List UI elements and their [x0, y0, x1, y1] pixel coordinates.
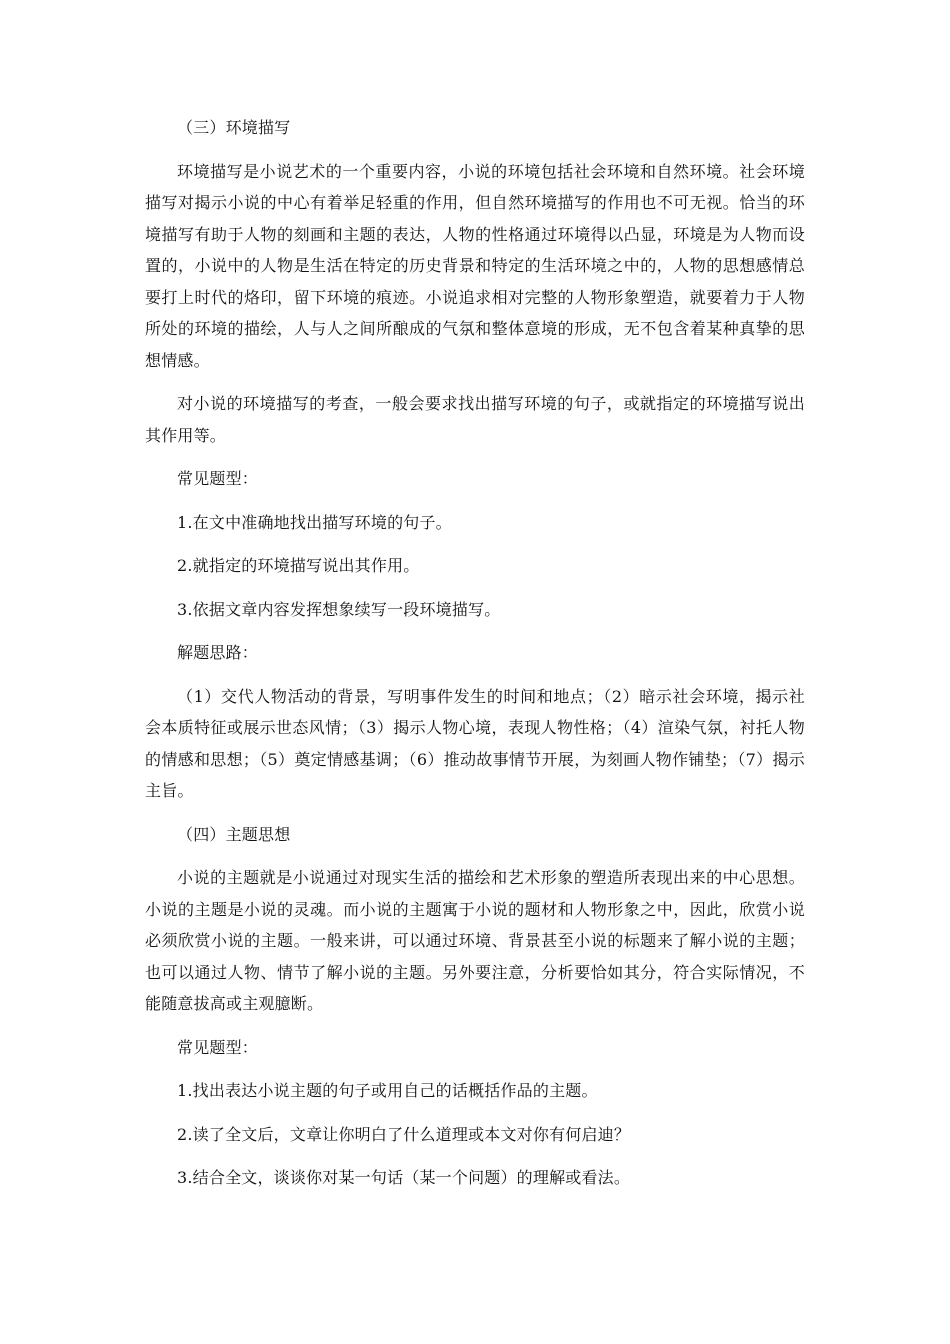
section-heading-theme: （四）主题思想: [177, 824, 291, 844]
question-type-item: 3.结合全文，谈谈你对某一句话（某一个问题）的理解或看法。: [177, 1168, 631, 1187]
paragraph-environment-intro: 环境描写是小说艺术的一个重要内容，小说的环境包括社会环境和自然环境。社会环境描写对揭示小说的中心有着举足轻重的作用，但自然环境描写的作用也不可无视。恰当的环境描写有助于人物的刻画和主题的表达，人物的性格通过环境得以凸显，环境是为人物而设置的，小说中的人物是生活在特定的历史背景和特定的生活环境之中的，人物的思想感情总要打上时代的烙印，留下环境的痕迹。小说追求相对完整的人物形象塑造，就要着力于人物所处的环境的描绘，人与人之间所酿成的气氛和整体意境的形成，无不包含着某种真挚的思想情感。: [145, 161, 805, 370]
paragraph-environment-exam: 对小说的环境描写的考查，一般会要求找出描写环境的句子，或就指定的环境描写说出其作用等。: [145, 394, 805, 445]
section-heading-environment: （三）环境描写: [177, 118, 291, 137]
solution-approach-label: 解题思路：: [177, 643, 259, 662]
question-type-item: 1.在文中准确地找出描写环境的句子。: [177, 512, 452, 532]
common-question-types-label: 常见题型：: [177, 1037, 259, 1057]
paragraph-solution-approach: （1）交代人物活动的背景，写明事件发生的时间和地点；（2）暗示社会环境，揭示社会本质特征或展示世态风情；（3）揭示人物心境，表现人物性格；（4）渲染气氛，衬托人物的情感和思想；（5）奠定情感基调；（6）推动故事情节开展，为刻画人物作铺垫；（7）揭示主旨。: [145, 686, 805, 800]
document-page: [145, 112, 805, 1194]
question-type-item: 1.找出表达小说主题的句子或用自己的话概括作品的主题。: [177, 1081, 598, 1100]
question-type-item: 3.依据文章内容发挥想象续写一段环境描写。: [177, 599, 501, 619]
paragraph-theme-intro: 小说的主题就是小说通过对现实生活的描绘和艺术形象的塑造所表现出来的中心思想。小说的主题是小说的灵魂。而小说的主题寓于小说的题材和人物形象之中，因此，欣赏小说必须欣赏小说的主题。一般来讲，可以通过环境、背景甚至小说的标题来了解小说的主题；也可以通过人物、情节了解小说的主题。另外要注意，分析要恰如其分，符合实际情况，不能随意拔高或主观臆断。: [145, 868, 805, 1013]
question-type-item: 2.就指定的环境描写说出其作用。: [177, 556, 420, 575]
question-type-item: 2.读了全文后，文章让你明白了什么道理或本文对你有何启迪？: [177, 1124, 631, 1144]
common-question-types-label: 常见题型：: [177, 469, 259, 488]
